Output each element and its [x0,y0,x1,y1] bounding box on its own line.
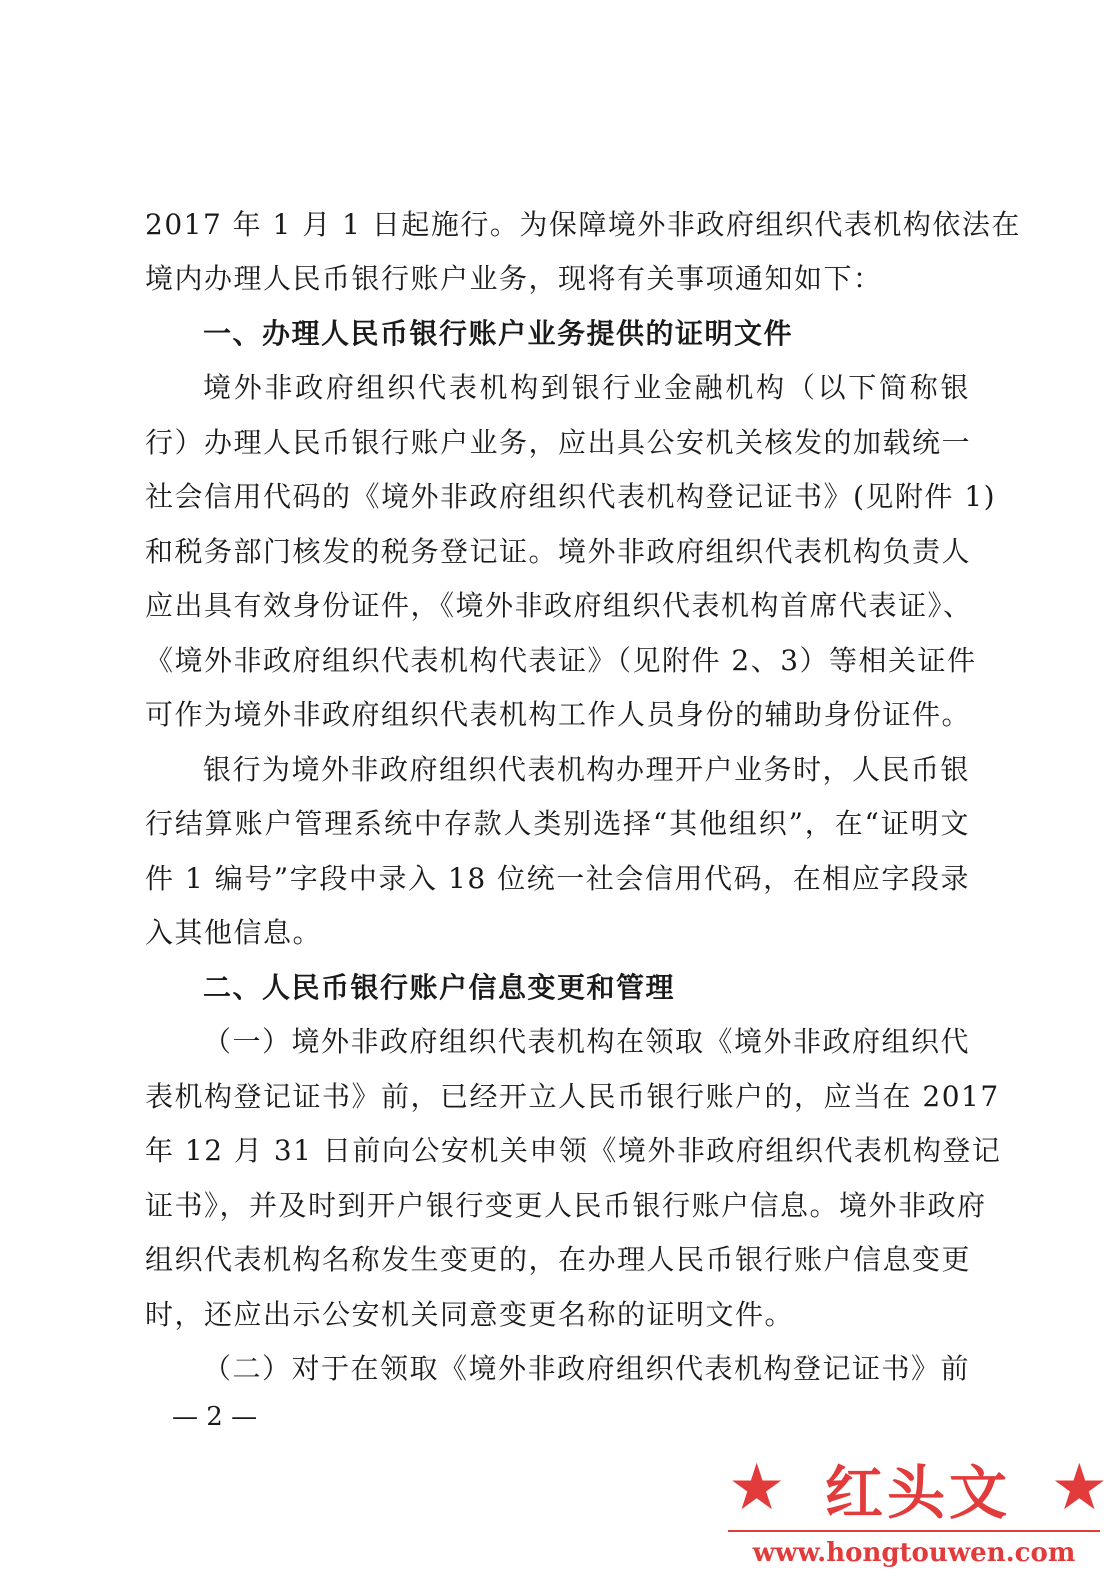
paragraph-line: 可作为境外非政府组织代表机构工作人员身份的辅助身份证件。 [145,698,972,731]
paragraph-line: 应出具有效身份证件，《境外非政府组织代表机构首席代表证》、 [145,589,973,622]
paragraph-line: 银行为境外非政府组织代表机构办理开户业务时，人民币银 [203,753,971,786]
star-icon: ★ [1050,1451,1108,1525]
watermark-title-row [728,1448,1108,1528]
paragraph-line: 《境外非政府组织代表机构代表证》（见附件 2、3）等相关证件 [145,644,977,677]
paragraph-line: （二）对于在领取《境外非政府组织代表机构登记证书》前 [203,1352,971,1385]
paragraph-line: 2017 年 1 月 1 日起施行。为保障境外非政府组织代表机构依法在 [145,208,1021,241]
watermark-title: 红头文 [824,1459,1011,1527]
paragraph-line: 境外非政府组织代表机构到银行业金融机构（以下简称银 [203,371,970,404]
paragraph-line: 表机构登记证书》前，已经开立人民币银行账户的，应当在 2017 [145,1080,1000,1113]
paragraph-line: 入其他信息。 [145,916,323,949]
paragraph-line: 时，还应出示公安机关同意变更名称的证明文件。 [145,1298,795,1331]
watermark-url: www.hongtouwen.com [752,1538,1076,1568]
paragraph-line: 行结算账户管理系统中存款人类别选择“其他组织”，在“证明文 [145,807,970,840]
watermark-divider [728,1530,1100,1532]
paragraph-line: 组织代表机构名称发生变更的，在办理人民币银行账户信息变更 [145,1243,972,1276]
section-heading: 二、人民币银行账户信息变更和管理 [203,971,676,1004]
paragraph-line: 行）办理人民币银行账户业务，应出具公安机关核发的加载统一 [145,426,972,459]
paragraph-line: 社会信用代码的《境外非政府组织代表机构登记证书》(见附件 1) [145,480,997,513]
page-number: — 2 — [172,1402,258,1432]
star-icon: ★ [728,1451,786,1525]
paragraph-line: 和税务部门核发的税务登记证。境外非政府组织代表机构负责人 [145,535,972,568]
paragraph-line: 件 1 编号”字段中录入 18 位统一社会信用代码，在相应字段录 [145,862,970,895]
paragraph-line: 年 12 月 31 日前向公安机关申领《境外非政府组织代表机构登记 [145,1134,1002,1167]
paragraph-line: 证书》，并及时到开户银行变更人民币银行账户信息。境外非政府 [145,1189,987,1222]
watermark-logo [728,1448,1108,1578]
section-heading: 一、办理人民币银行账户业务提供的证明文件 [203,317,794,350]
paragraph-line: 境内办理人民币银行账户业务，现将有关事项通知如下： [145,262,883,295]
paragraph-line: （一）境外非政府组织代表机构在领取《境外非政府组织代 [203,1025,971,1058]
